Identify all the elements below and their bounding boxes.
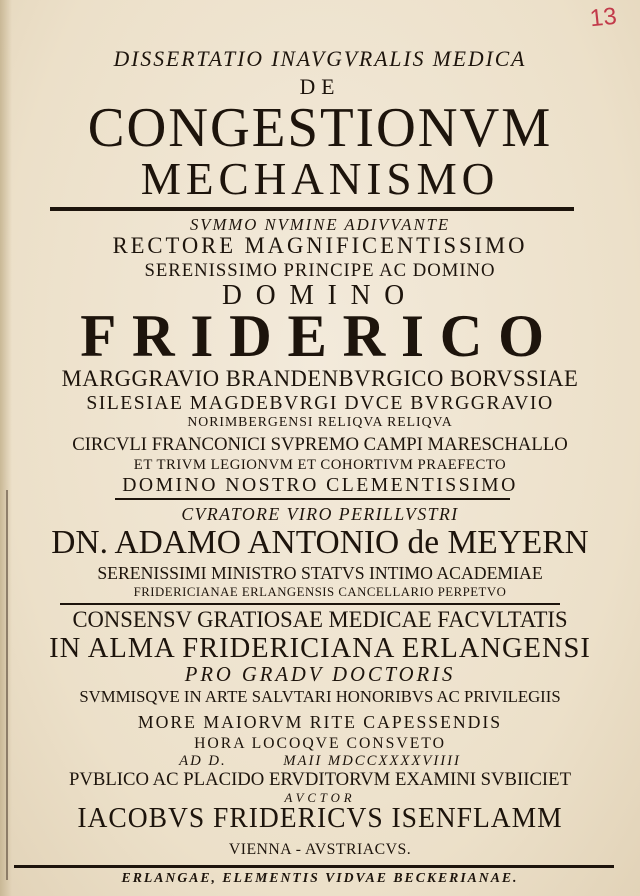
consensu-line: CONSENSV GRATIOSAE MEDICAE FACVLTATIS	[72, 607, 568, 632]
silesiae-line: SILESIAE MAGDEBVRGI DVCE BVRGGRAVIO	[86, 392, 554, 414]
in-alma-line: IN ALMA FRIDERICIANA ERLANGENSI	[49, 632, 591, 664]
summo-numine-line: SVMMO NVMINE ADIVVANTE	[189, 215, 451, 234]
fridericianae-line: FRIDERICIANAE ERLANGENSIS CANCELLARIO PERPETVO	[133, 584, 507, 599]
rule-3	[60, 603, 560, 605]
more-maiorum-line: MORE MAIORVM RITE CAPESSENDIS	[137, 712, 503, 732]
title-mechanismo: MECHANISMO	[140, 153, 500, 204]
rectore-line: RECTORE MAGNIFICENTISSIMO	[112, 233, 528, 258]
domino-line: DOMINO	[222, 280, 418, 311]
dissertation-heading: DISSERTATIO INAVGVRALIS MEDICA	[113, 46, 527, 71]
rule-2	[115, 498, 510, 500]
friderico-line: FRIDERICO	[80, 303, 560, 369]
domino-nostro-line: DOMINO NOSTRO CLEMENTISSIMO	[122, 474, 518, 496]
curatore-line: CVRATORE VIRO PERILLVSTRI	[181, 504, 459, 524]
date-line: AD D. MAII MDCCXXXXVIIII	[179, 753, 461, 769]
page-number-mark: 13	[588, 2, 618, 33]
adamo-antonio-line: DN. ADAMO ANTONIO de MEYERN	[51, 524, 589, 561]
circuli-line: CIRCVLI FRANCONICI SVPREMO CAMPI MARESCHALLO	[72, 434, 568, 455]
summisque-line: SVMMISQVE IN ARTE SALVTARI HONORIBVS AC PRIVILEGIIS	[79, 687, 561, 706]
publico-line: PVBLICO AC PLACIDO ERVDITORVM EXAMINI SVBIICIET	[69, 769, 571, 790]
title-rule	[50, 207, 574, 211]
serenissimo-line: SERENISSIMO PRINCIPE AC DOMINO	[144, 260, 496, 281]
title-congestionum: CONGESTIONVM	[87, 97, 553, 159]
auctor-line: AVCTOR	[284, 790, 356, 805]
serenissimi-ministro-line: SERENISSIMI MINISTRO STATVS INTIMO ACADEMIAE	[97, 563, 543, 583]
hora-line: HORA LOCOQVE CONSVETO	[194, 735, 446, 752]
marggravio-line: MARGGRAVIO BRANDENBVRGICO BORVSSIAE	[61, 366, 579, 391]
imprint-rule	[14, 865, 614, 868]
de-line: DE	[299, 74, 341, 99]
imprint-line: ERLANGAE, ELEMENTIS VIDVAE BECKERIANAE.	[121, 871, 519, 886]
vienna-line: VIENNA - AVSTRIACVS.	[228, 841, 412, 858]
author-name-line: IACOBVS FRIDERICVS ISENFLAMM	[77, 803, 563, 834]
norimbergensi-line: NORIMBERGENSI RELIQVA RELIQVA	[187, 415, 453, 430]
pro-gradu-line: PRO GRADV DOCTORIS	[184, 662, 456, 686]
et-trium-line: ET TRIVM LEGIONVM ET COHORTIVM PRAEFECTO	[133, 457, 507, 473]
